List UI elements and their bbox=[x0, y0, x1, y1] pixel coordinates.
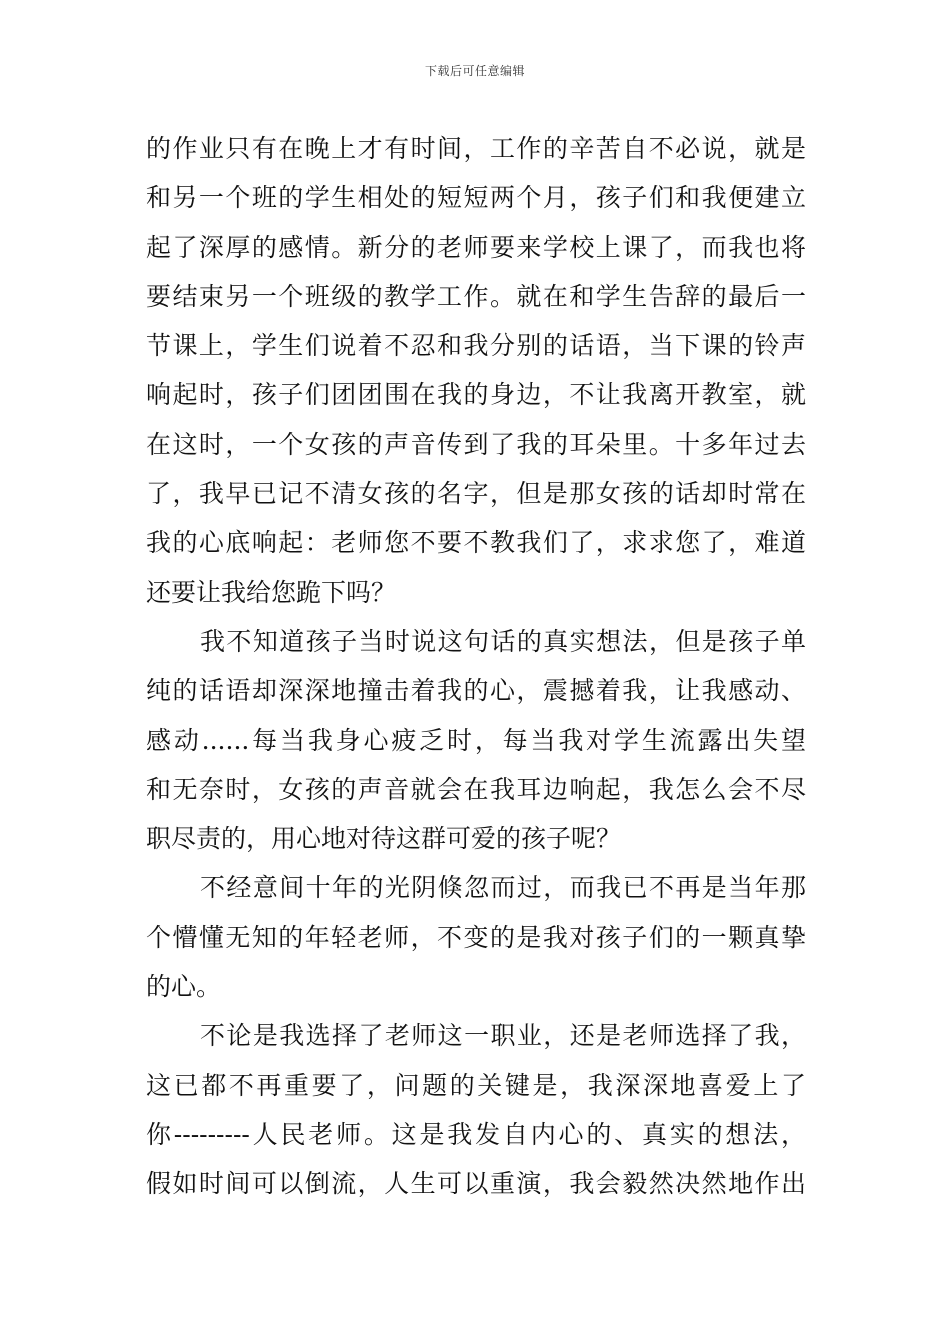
paragraph-3 bbox=[146, 863, 806, 1011]
text-line: 个懵懂无知的年轻老师，不变的是我对孩子们的一颗真挚 bbox=[146, 922, 806, 952]
text-line: 我不知道孩子当时说这句话的真实想法，但是孩子单 bbox=[200, 626, 806, 656]
text-line: 假如时间可以倒流，人生可以重演，我会毅然决然地作出 bbox=[146, 1169, 806, 1199]
text-line: 感动......每当我身心疲乏时，每当我对学生流露出失望 bbox=[146, 725, 806, 755]
text-line: 和另一个班的学生相处的短短两个月，孩子们和我便建立 bbox=[146, 183, 806, 213]
text-line: 你---------人民老师。这是我发自内心的、真实的想法， bbox=[146, 1119, 806, 1149]
text-line: 和无奈时，女孩的声音就会在我耳边响起，我怎么会不尽 bbox=[146, 774, 806, 804]
header-note: 下载后可任意编辑 bbox=[424, 64, 525, 78]
text-line: 纯的话语却深深地撞击着我的心，震撼着我，让我感动、 bbox=[146, 676, 806, 706]
text-line: 职尽责的，用心地对待这群可爱的孩子呢？ bbox=[146, 824, 622, 854]
text-line: 还要让我给您跪下吗？ bbox=[146, 577, 397, 607]
text-line: 在这时，一个女孩的声音传到了我的耳朵里。十多年过去 bbox=[146, 429, 806, 459]
text-line: 的心。 bbox=[146, 972, 222, 1002]
text-line: 起了深厚的感情。新分的老师要来学校上课了，而我也将 bbox=[146, 232, 806, 262]
text-line: 了，我早已记不清女孩的名字，但是那女孩的话却时常在 bbox=[146, 479, 806, 509]
text-line: 节课上，学生们说着不忍和我分别的话语，当下课的铃声 bbox=[146, 331, 806, 361]
paragraph-2 bbox=[146, 617, 806, 863]
text-line: 响起时，孩子们团团围在我的身边，不让我离开教室，就 bbox=[146, 380, 806, 410]
text-line: 我的心底响起：老师您不要不教我们了，求求您了，难道 bbox=[146, 528, 806, 558]
paragraph-4 bbox=[146, 1011, 806, 1208]
body-text bbox=[146, 124, 806, 1209]
paragraph-1 bbox=[146, 124, 806, 617]
text-line: 要结束另一个班级的教学工作。就在和学生告辞的最后一 bbox=[146, 281, 806, 311]
text-line: 不论是我选择了老师这一职业，还是老师选择了我， bbox=[200, 1021, 806, 1051]
text-line: 不经意间十年的光阴倏忽而过，而我已不再是当年那 bbox=[200, 873, 806, 903]
text-line: 的作业只有在晚上才有时间，工作的辛苦自不必说，就是 bbox=[146, 134, 806, 163]
text-line: 这已都不再重要了，问题的关键是，我深深地喜爱上了 bbox=[146, 1070, 806, 1100]
